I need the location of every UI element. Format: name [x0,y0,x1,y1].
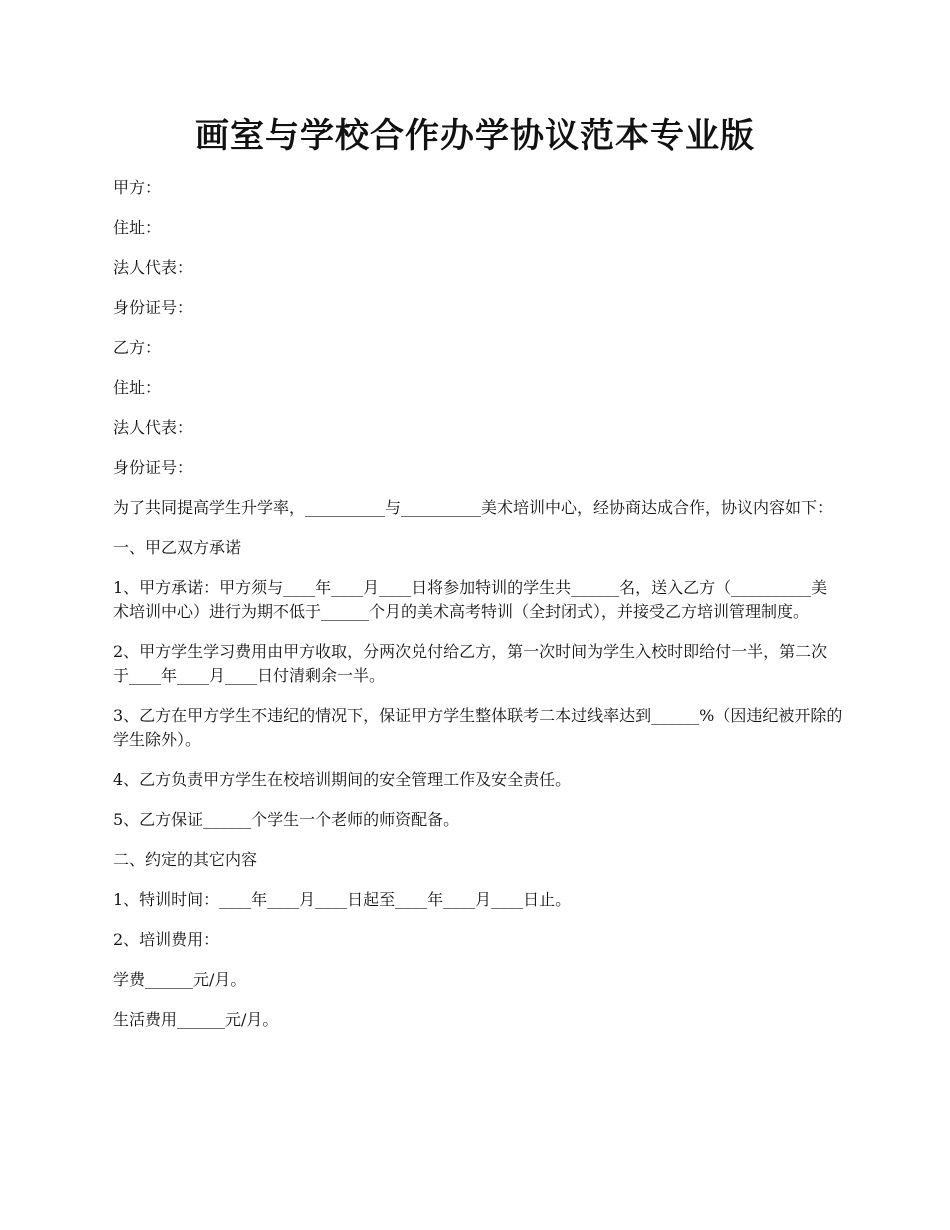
section2-item: 学费______元/月。 [113,970,247,989]
intro-paragraph: 为了共同提高学生升学率，__________与__________美术培训中心，经协商达成合作，协议内容如下： [113,498,834,517]
section2-item: 生活费用______元/月。 [113,1010,279,1029]
section1-item: 5、乙方保证______个学生一个老师的师资配备。 [113,810,460,829]
section1-item: 4、乙方负责甲方学生在校培训期间的安全管理工作及安全责任。 [113,770,572,789]
party-b-legal-rep-label: 法人代表： [113,418,194,437]
section2-item: 2、培训费用： [113,930,220,949]
section1-item: 3、乙方在甲方学生不违纪的情况下，保证甲方学生整体联考二本过线率达到______%（因违纪被开除的学生除外）。 [113,706,843,749]
section1-item: 2、甲方学生学习费用由甲方收取，分两次兑付给乙方，第一次时间为学生入校时即给付一半，第二次于____年____月____日付清剩余一半。 [113,642,828,685]
section2-item: 1、特训时间：____年____月____日起至____年____月____日止。 [113,890,572,909]
document-body [113,176,843,1048]
party-a-id-label: 身份证号： [113,298,194,317]
party-a-address-label: 住址： [113,218,162,237]
party-a-legal-rep-label: 法人代表： [113,258,194,277]
party-b-address-label: 住址： [113,378,162,397]
section2-heading: 二、约定的其它内容 [113,850,258,869]
section1-item: 1、甲方承诺：甲方须与____年____月____日将参加特训的学生共______名，送入乙方（__________美术培训中心）进行为期不低于______个月的美术高考特训（全封闭式），并接受乙方培训管理制度。 [113,578,828,621]
party-b-name-label: 乙方： [113,338,162,357]
section1-heading: 一、甲乙双方承诺 [113,538,242,557]
document-title: 画室与学校合作办学协议范本专业版 [195,116,755,156]
party-b-id-label: 身份证号： [113,458,194,477]
party-a-name-label: 甲方： [113,178,162,197]
